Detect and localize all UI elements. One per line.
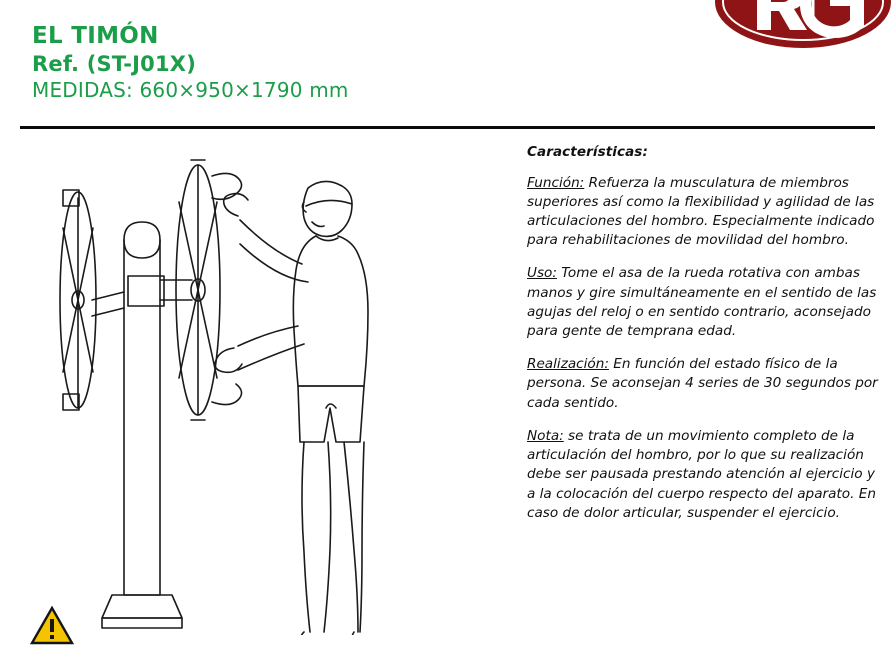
product-measures: MEDIDAS: 660×950×1790 mm [32, 78, 349, 103]
technical-drawing [16, 140, 506, 635]
characteristic-uso [527, 264, 879, 341]
characteristic-funcion [527, 174, 879, 251]
characteristic-funcion-text: Refuerza la musculatura de miembros superiores así como la flexibilidad y agilidad de las articulaciones del hombro. Especialmente indicado para rehabilitaciones de movilidad del hombro. [527, 174, 875, 249]
product-reference: Ref. (ST-J01X) [32, 52, 196, 77]
characteristic-realizacion-label: Realización: [527, 356, 609, 373]
characteristics-heading: Características: [527, 144, 648, 160]
characteristics-panel [527, 144, 879, 536]
header-divider [20, 126, 875, 129]
characteristic-funcion-label: Función: [527, 174, 585, 191]
characteristic-nota [527, 427, 879, 523]
characteristic-nota-label: Nota: [527, 427, 564, 444]
document-header [0, 0, 895, 122]
warning-triangle-icon [30, 606, 74, 646]
product-name: EL TIMÓN [32, 23, 159, 49]
page-title [32, 22, 349, 104]
rg-logo [685, 0, 895, 78]
characteristic-uso-label: Uso: [527, 265, 557, 282]
characteristic-realizacion-text: En función del estado físico de la persona. Se aconsejan 4 series de 30 segundos por cada sentido. [527, 356, 878, 411]
characteristic-realizacion [527, 355, 879, 413]
characteristic-nota-text: se trata de un movimiento completo de la articulación del hombro, por lo que su realización debe ser pausada prestando atención al ejercicio y a la colocación del cuerpo respecto del aparato. En caso de dolor articular, suspender el ejercicio. [527, 427, 876, 521]
characteristic-uso-text: Tome el asa de la rueda rotativa con ambas manos y gire simultáneamente en el sentido de las agujas del reloj o en sentido contrario, aconsejado para gente de temprana edad. [527, 265, 877, 340]
